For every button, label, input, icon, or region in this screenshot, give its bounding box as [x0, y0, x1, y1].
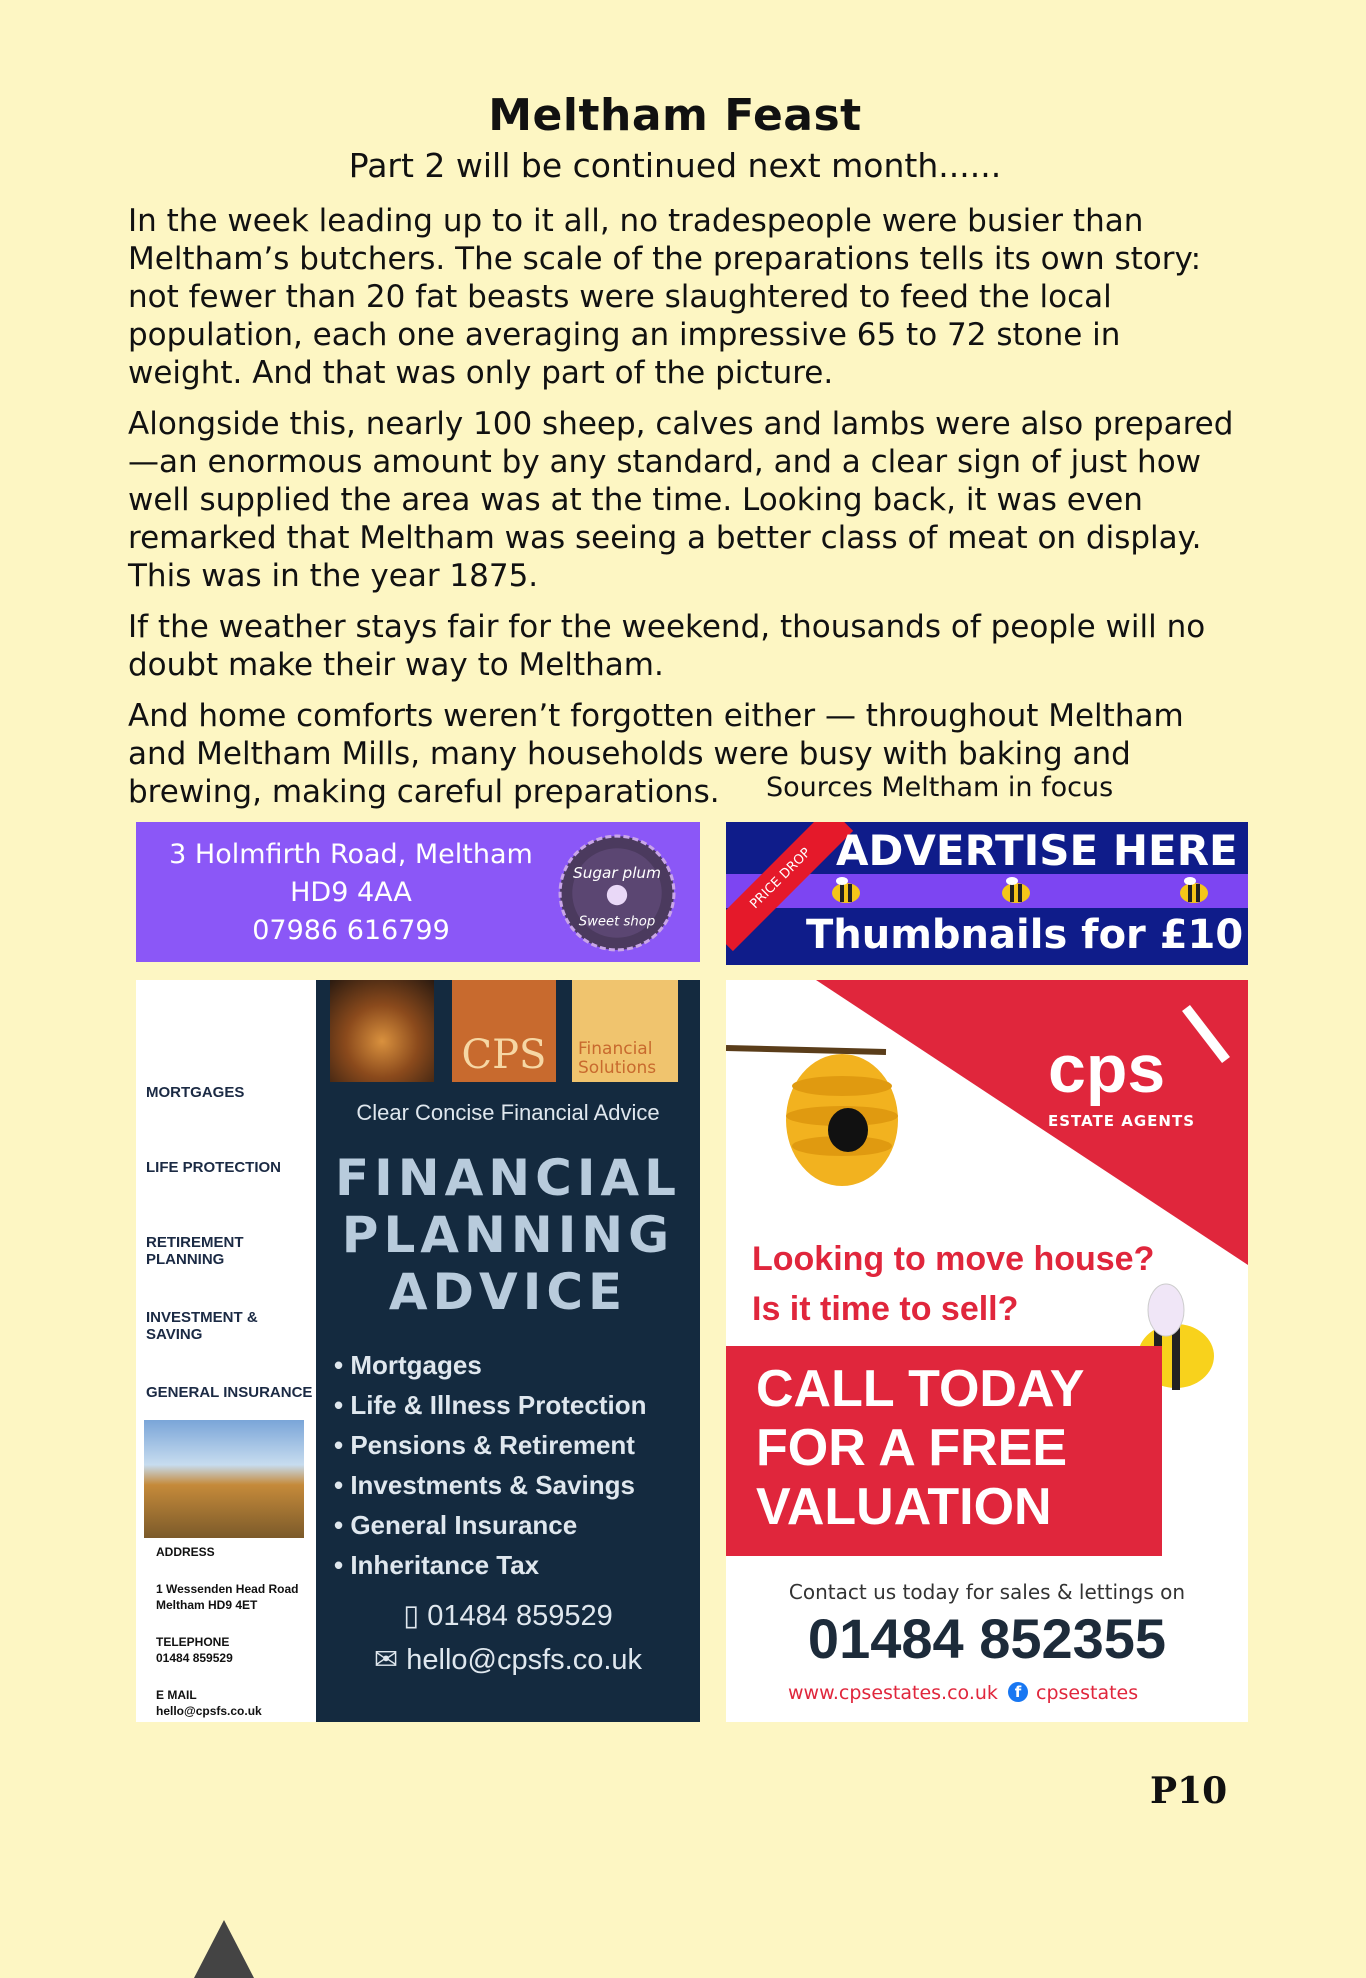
advertise-title: ADVERTISE HERE: [836, 826, 1238, 875]
list-item: • Investments & Savings: [334, 1465, 647, 1505]
bee-icon: [826, 876, 866, 906]
page-number: P10: [1150, 1770, 1228, 1812]
article-paragraph-2: Alongside this, nearly 100 sheep, calves and lambs were also prepared—an enormous amount by any standard, and a clear sign of just how well supplied the area was at the time. Looking back, it was even remarked that Meltham was seeing a better class of meat on display. This was in the year 1875.: [128, 406, 1234, 594]
sugar-plum-address-line2: HD9 4AA: [290, 877, 412, 908]
coins-image: [330, 980, 434, 1082]
call-today-text: [756, 1360, 1084, 1537]
list-item: • Life & Illness Protection: [334, 1385, 647, 1425]
sugar-plum-logo-text-1: Sugar plum: [573, 863, 661, 882]
sugar-plum-address: [146, 836, 556, 950]
cps-logo: CPS: [452, 980, 556, 1082]
bee-icon: [996, 876, 1036, 906]
financial-heading: [316, 1150, 700, 1321]
phone-icon: ▯: [403, 1600, 428, 1632]
sidebar-item-mortgages: MORTGAGES: [146, 1084, 245, 1101]
telephone-number: 01484 859529: [156, 1651, 233, 1665]
article-subtitle: Part 2 will be continued next month......: [348, 146, 1002, 185]
article-title: Meltham Feast: [488, 90, 862, 141]
financial-heading-1: FINANCIAL: [334, 1149, 681, 1207]
sugar-plum-logo-text-2: Sweet shop: [578, 914, 656, 930]
call-line-3: VALUATION: [756, 1478, 1052, 1536]
email-address: hello@cpsfs.co.uk: [156, 1704, 262, 1718]
telephone-label: TELEPHONE: [156, 1635, 230, 1649]
call-line-1: CALL TODAY: [756, 1360, 1085, 1418]
sidebar-item-investment-saving: INVESTMENT & SAVING: [146, 1309, 258, 1343]
cps-financial-ad[interactable]: [136, 980, 700, 1722]
logo-sub-2: Solutions: [578, 1058, 657, 1078]
bee-icon: [1174, 876, 1214, 906]
facebook-icon: f: [1008, 1682, 1028, 1702]
estate-question-1: Looking to move house?: [752, 1240, 1155, 1278]
logo-sub-1: Financial: [578, 1039, 653, 1059]
financial-tagline: Clear Concise Financial Advice: [356, 1100, 660, 1125]
sidebar-item-general-insurance: GENERAL INSURANCE: [146, 1384, 313, 1401]
sidebar-item-retirement-planning: RETIREMENT PLANNING: [146, 1234, 244, 1268]
financial-heading-3: ADVICE: [388, 1263, 628, 1321]
sugar-plum-logo: [556, 832, 678, 954]
estate-question: [752, 1234, 1154, 1334]
list-item: • Inheritance Tax: [334, 1545, 647, 1585]
estate-phone[interactable]: 01484 852355: [807, 1607, 1167, 1670]
financial-phone[interactable]: [316, 1598, 700, 1633]
cps-financial-main: [316, 980, 700, 1722]
advertise-here-ad[interactable]: [726, 822, 1248, 965]
financial-email-address: hello@cpsfs.co.uk: [406, 1644, 643, 1676]
services-list: [334, 1345, 647, 1585]
email-label: E MAIL: [156, 1688, 197, 1702]
sidebar-item-life-protection: LIFE PROTECTION: [146, 1159, 281, 1176]
list-item: • General Insurance: [334, 1505, 647, 1545]
list-item: • Pensions & Retirement: [334, 1425, 647, 1465]
address-line-1: 1 Wessenden Head Road: [156, 1582, 299, 1596]
financial-email[interactable]: [316, 1642, 700, 1677]
financial-solutions-logo: [572, 980, 678, 1082]
cps-estate-logo: cps: [1048, 1031, 1166, 1107]
fairy-icon: [607, 885, 627, 905]
estate-contact-text: Contact us today for sales & lettings on: [788, 1580, 1186, 1604]
article-paragraph-4: And home comforts weren’t forgotten either — throughout Meltham and Meltham Mills, many households were busy with baking and brewing, making careful preparations.: [128, 698, 1184, 810]
list-item: • Mortgages: [334, 1345, 647, 1385]
cps-estate-logo-sub: ESTATE AGENTS: [1048, 1112, 1196, 1130]
cps-estate-ad[interactable]: [726, 980, 1248, 1722]
article-sources: Sources Meltham in focus: [766, 772, 1114, 803]
estate-question-2: Is it time to sell?: [752, 1290, 1019, 1328]
sugar-plum-phone: 07986 616799: [252, 915, 450, 946]
estate-website-link[interactable]: www.cpsestates.co.uk: [788, 1682, 998, 1704]
article-paragraph-3: If the weather stays fair for the weekend, thousands of people will no doubt make their way to Meltham.: [128, 609, 1206, 683]
advertise-subtitle: Thumbnails for £10: [806, 912, 1244, 958]
road-landscape-image: [144, 1420, 304, 1538]
call-line-2: FOR A FREE: [756, 1419, 1068, 1477]
address-line-2: Meltham HD9 4ET: [156, 1598, 258, 1612]
financial-phone-number: 01484 859529: [427, 1600, 613, 1632]
sugar-plum-address-line1: 3 Holmfirth Road, Meltham: [169, 839, 533, 870]
cps-financial-sidebar: [136, 980, 316, 1722]
price-drop-ribbon: PRICE DROP: [726, 822, 853, 951]
address-label: ADDRESS: [156, 1545, 215, 1559]
article-paragraph-1: In the week leading up to it all, no tradespeople were busier than Meltham’s butchers. The scale of the preparations tells its own story: not fewer than 20 fat beasts were slaughtered to feed the local population, each one averaging an impressive 65 to 72 stone in weight. And that was only part of the picture.: [128, 203, 1202, 391]
sugar-plum-ad[interactable]: [136, 822, 700, 962]
estate-facebook-link[interactable]: cpsestates: [1036, 1682, 1139, 1704]
call-today-box: [726, 1346, 1162, 1556]
financial-heading-2: PLANNING: [341, 1206, 675, 1264]
mail-icon: ✉: [373, 1644, 407, 1676]
